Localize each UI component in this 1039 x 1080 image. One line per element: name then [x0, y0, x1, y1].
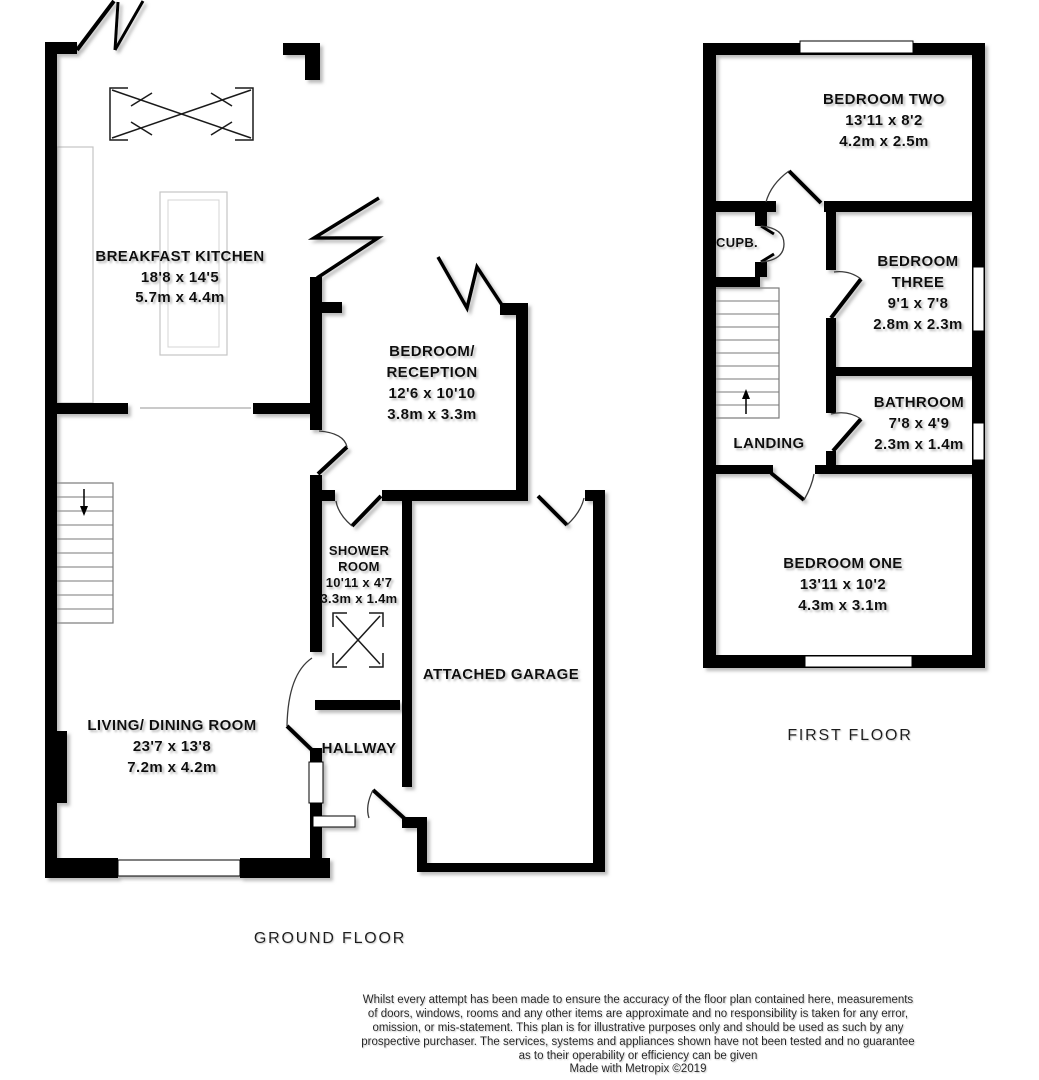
- disclaimer-line: Whilst every attempt has been made to ensure the accuracy of the floor plan contained here, measurements: [362, 994, 914, 1006]
- disclaimer-line: as to their operability or efficiency can be given: [518, 1050, 758, 1062]
- room-label-breakfast-kitchen: BREAKFAST KITCHEN: [95, 248, 265, 265]
- disclaimer: [361, 994, 914, 1075]
- disclaimer-line: of doors, windows, rooms and any other items are approximate and no responsibility is taken for any error,: [367, 1008, 909, 1020]
- door-swing: [834, 272, 861, 279]
- first-floor-title: FIRST FLOOR: [787, 727, 913, 744]
- room-label-bedroom-three: THREE: [891, 274, 945, 291]
- door-swing: [368, 790, 373, 818]
- window: [973, 267, 984, 331]
- room-label-bedroom-three: BEDROOM: [877, 253, 959, 270]
- room-dim-metric: 2.3m x 1.4m: [874, 436, 964, 453]
- doorway-opening: [309, 762, 323, 803]
- room-label-landing: LANDING: [733, 435, 805, 452]
- room-label-bedroom-one: BEDROOM ONE: [783, 555, 903, 572]
- rooflight-symbol: [110, 88, 253, 140]
- door-leaf: [789, 171, 821, 203]
- room-dim-imperial: 13'11 x 10'2: [799, 576, 887, 593]
- staircase-down: [53, 483, 113, 623]
- room-label-shower-room: SHOWER: [328, 543, 390, 558]
- door-swing: [567, 498, 584, 525]
- door-swing: [804, 474, 814, 500]
- room-dim-metric: 5.7m x 4.4m: [135, 289, 225, 306]
- room-dim-imperial: 12'6 x 10'10: [388, 385, 476, 402]
- room-dim-imperial: 10'11 x 4'7: [325, 575, 393, 590]
- door-leaf: [287, 726, 314, 752]
- first-floor-plan: [703, 41, 985, 744]
- room-label-bathroom: BATHROOM: [873, 394, 965, 411]
- door-swings: [287, 431, 584, 818]
- room-dim-metric: 4.3m x 3.1m: [798, 597, 888, 614]
- door-swing: [766, 171, 789, 202]
- staircase-up: [713, 288, 779, 418]
- room-dim-metric: 3.3m x 1.4m: [320, 591, 398, 606]
- open-double-door-symbol: [77, 1, 143, 50]
- room-label-bedroom-reception: BEDROOM/: [389, 343, 475, 360]
- room-label-bedroom-reception: RECEPTION: [386, 364, 478, 381]
- room-label-living-dining: LIVING/ DINING ROOM: [87, 717, 257, 734]
- opening-zigzag-symbol: [314, 198, 379, 278]
- room-dim-imperial: 18'8 x 14'5: [140, 269, 220, 286]
- kitchen-worktop: [57, 147, 93, 403]
- shower-tray-symbol: [333, 613, 383, 667]
- door-leaf: [833, 419, 861, 451]
- window: [118, 860, 240, 876]
- room-dim-metric: 4.2m x 2.5m: [839, 133, 929, 150]
- open-door-leaf: [313, 816, 355, 827]
- room-dim-imperial: 9'1 x 7'8: [887, 295, 949, 312]
- door-swing: [336, 501, 352, 526]
- room-label-cupboard: CUPB.: [716, 235, 758, 250]
- door-leaf: [771, 473, 804, 500]
- room-dim-imperial: 23'7 x 13'8: [132, 738, 212, 755]
- window: [805, 656, 912, 667]
- ground-floor-plan: [45, 1, 605, 947]
- room-dim-metric: 7.2m x 4.2m: [127, 759, 217, 776]
- disclaimer-line: prospective purchaser. The services, systems and appliances shown have not been tested and no guarantee: [361, 1036, 915, 1048]
- room-dim-imperial: 7'8 x 4'9: [888, 415, 950, 432]
- door-leaf: [318, 447, 347, 474]
- window: [800, 41, 913, 53]
- door-leaf: [538, 496, 567, 525]
- room-label-attached-garage: ATTACHED GARAGE: [422, 666, 580, 683]
- door-swing: [287, 658, 312, 726]
- window: [973, 423, 984, 460]
- ground-floor-title: GROUND FLOOR: [253, 930, 407, 947]
- room-label-shower-room: ROOM: [338, 559, 380, 574]
- room-dim-metric: 2.8m x 2.3m: [873, 316, 963, 333]
- door-leaf: [831, 279, 861, 318]
- door-swing: [319, 431, 347, 447]
- metropix-credit: Made with Metropix ©2019: [569, 1063, 707, 1075]
- door-swing: [831, 413, 861, 419]
- door-leaf: [352, 496, 381, 526]
- door-leaf: [373, 790, 405, 819]
- disclaimer-line: omission, or mis-statement. This plan is for illustrative purposes only and should be used as such by any: [372, 1022, 904, 1034]
- opening-zigzag-symbol: [438, 257, 502, 308]
- room-dim-imperial: 13'11 x 8'2: [845, 112, 923, 129]
- room-label-hallway: HALLWAY: [321, 740, 397, 757]
- room-label-bedroom-two: BEDROOM TWO: [823, 91, 945, 108]
- room-dim-metric: 3.8m x 3.3m: [387, 406, 477, 423]
